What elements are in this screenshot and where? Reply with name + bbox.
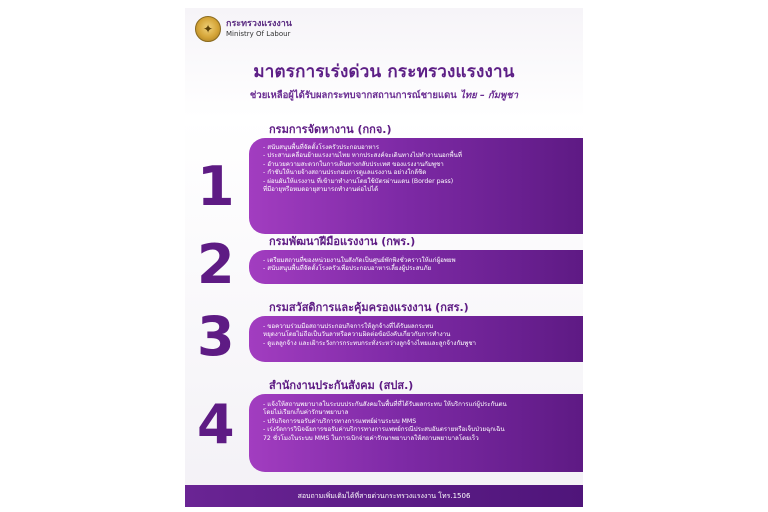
list-item: - สนับสนุนพื้นที่จัดตั้งโรงครัวเพื่อประกอบอาหารเลี้ยงผู้ประสบภัย xyxy=(263,265,432,273)
list-item: - เร่งรัดการวินิจฉัยการขอรับค่าบริการทางการแพทย์กรณีประสบอันตรายหรือเจ็บป่วยฉุกเฉิน xyxy=(263,426,505,434)
section-items xyxy=(263,257,456,274)
list-item: - ขอความร่วมมือสถานประกอบกิจการให้ลูกจ้างที่ได้รับผลกระทบ xyxy=(263,323,434,330)
subtitle-highlight: ไทย – กัมพูชา xyxy=(460,90,519,101)
subtitle-text: ช่วยเหลือผู้ได้รับผลกระทบจากสถานการณ์ชายแดน xyxy=(249,90,457,101)
list-item: - ผ่อนผันให้แรงงาน ที่เข้ามาทำงานโดยใช้บัตรผ่านแดน (Border pass) xyxy=(263,177,454,185)
org-name-english: Ministry Of Labour xyxy=(226,30,291,38)
section-title: สำนักงานประกันสังคม (สปส.) xyxy=(269,379,414,392)
section-number: 4 xyxy=(197,393,235,456)
list-item: - สนับสนุนพื้นที่จัดตั้งโรงครัวประกอบอาหาร xyxy=(263,144,380,151)
list-item: - เตรียมสถานที่ของหน่วยงานในสังกัดเป็นศูนย์พักพิงชั่วคราวให้แก่ผู้อพยพ xyxy=(263,257,456,264)
list-item: - อำนวยความสะดวกในการเดินทางกลับประเทศ ของแรงงานกัมพูชา xyxy=(263,160,444,168)
page-title: มาตรการเร่งด่วน กระทรวงแรงงาน xyxy=(253,62,515,82)
list-item: - ประสานเคลื่อนย้ายแรงงานไทย หากประสงค์จะเดินทางไปทำงานนอกพื้นที่ xyxy=(263,152,462,160)
announcement-poster xyxy=(185,8,583,507)
hotline-footer: สอบถามเพิ่มเติมได้ที่สายด่วนกระทรวงแรงงาน โทร.1506 xyxy=(185,485,583,507)
section-items xyxy=(263,323,476,348)
section-title: กรมการจัดหางาน (กกจ.) xyxy=(269,123,392,136)
org-name-thai: กระทรวงแรงงาน xyxy=(226,19,292,29)
org-name xyxy=(226,19,292,39)
list-item: ที่มีอายุหรือหมดอายุสามารถทำงานต่อไปได้ xyxy=(263,186,379,194)
list-item: โดยไม่เรียกเก็บค่ารักษาพยาบาล xyxy=(263,409,349,417)
list-item: - ดูแลลูกจ้าง และเฝ้าระวังการกระทบกระทั่งระหว่างลูกจ้างไทยและลูกจ้างกัมพูชา xyxy=(263,339,477,347)
section-title: กรมพัฒนาฝีมือแรงงาน (กพร.) xyxy=(269,235,416,248)
ministry-logo xyxy=(195,16,292,42)
section-items xyxy=(263,144,462,194)
list-item: - แจ้งให้สถานพยาบาลในระบบประกันสังคมในพื้นที่ที่ได้รับผลกระทบ ให้บริการแก่ผู้ประกันตน xyxy=(263,401,507,408)
ministry-seal-icon: ✦ xyxy=(195,16,221,42)
list-item: - กำชับให้นายจ้างสถานประกอบการดูแลแรงงาน อย่างใกล้ชิด xyxy=(263,169,427,177)
list-item: - ปรับกิจการขอรับค่าบริการทางการแพทย์ผ่านระบบ MMS xyxy=(263,417,417,425)
section-number: 1 xyxy=(197,155,235,218)
list-item: หยุดงานโดยไม่ถือเป็นวันลาหรือความผิดต่อข้อบังคับเกี่ยวกับการทำงาน xyxy=(263,331,451,339)
page-subtitle xyxy=(185,88,583,103)
section-number: 2 xyxy=(197,233,235,296)
section-title: กรมสวัสดิการและคุ้มครองแรงงาน (กสร.) xyxy=(269,301,469,314)
list-item: 72 ชั่วโมงในระบบ MMS ในการเบิกจ่ายค่ารักษาพยาบาลให้สถานพยาบาลโดยเร็ว xyxy=(263,434,479,442)
section-items xyxy=(263,401,507,443)
section-number: 3 xyxy=(197,305,235,368)
